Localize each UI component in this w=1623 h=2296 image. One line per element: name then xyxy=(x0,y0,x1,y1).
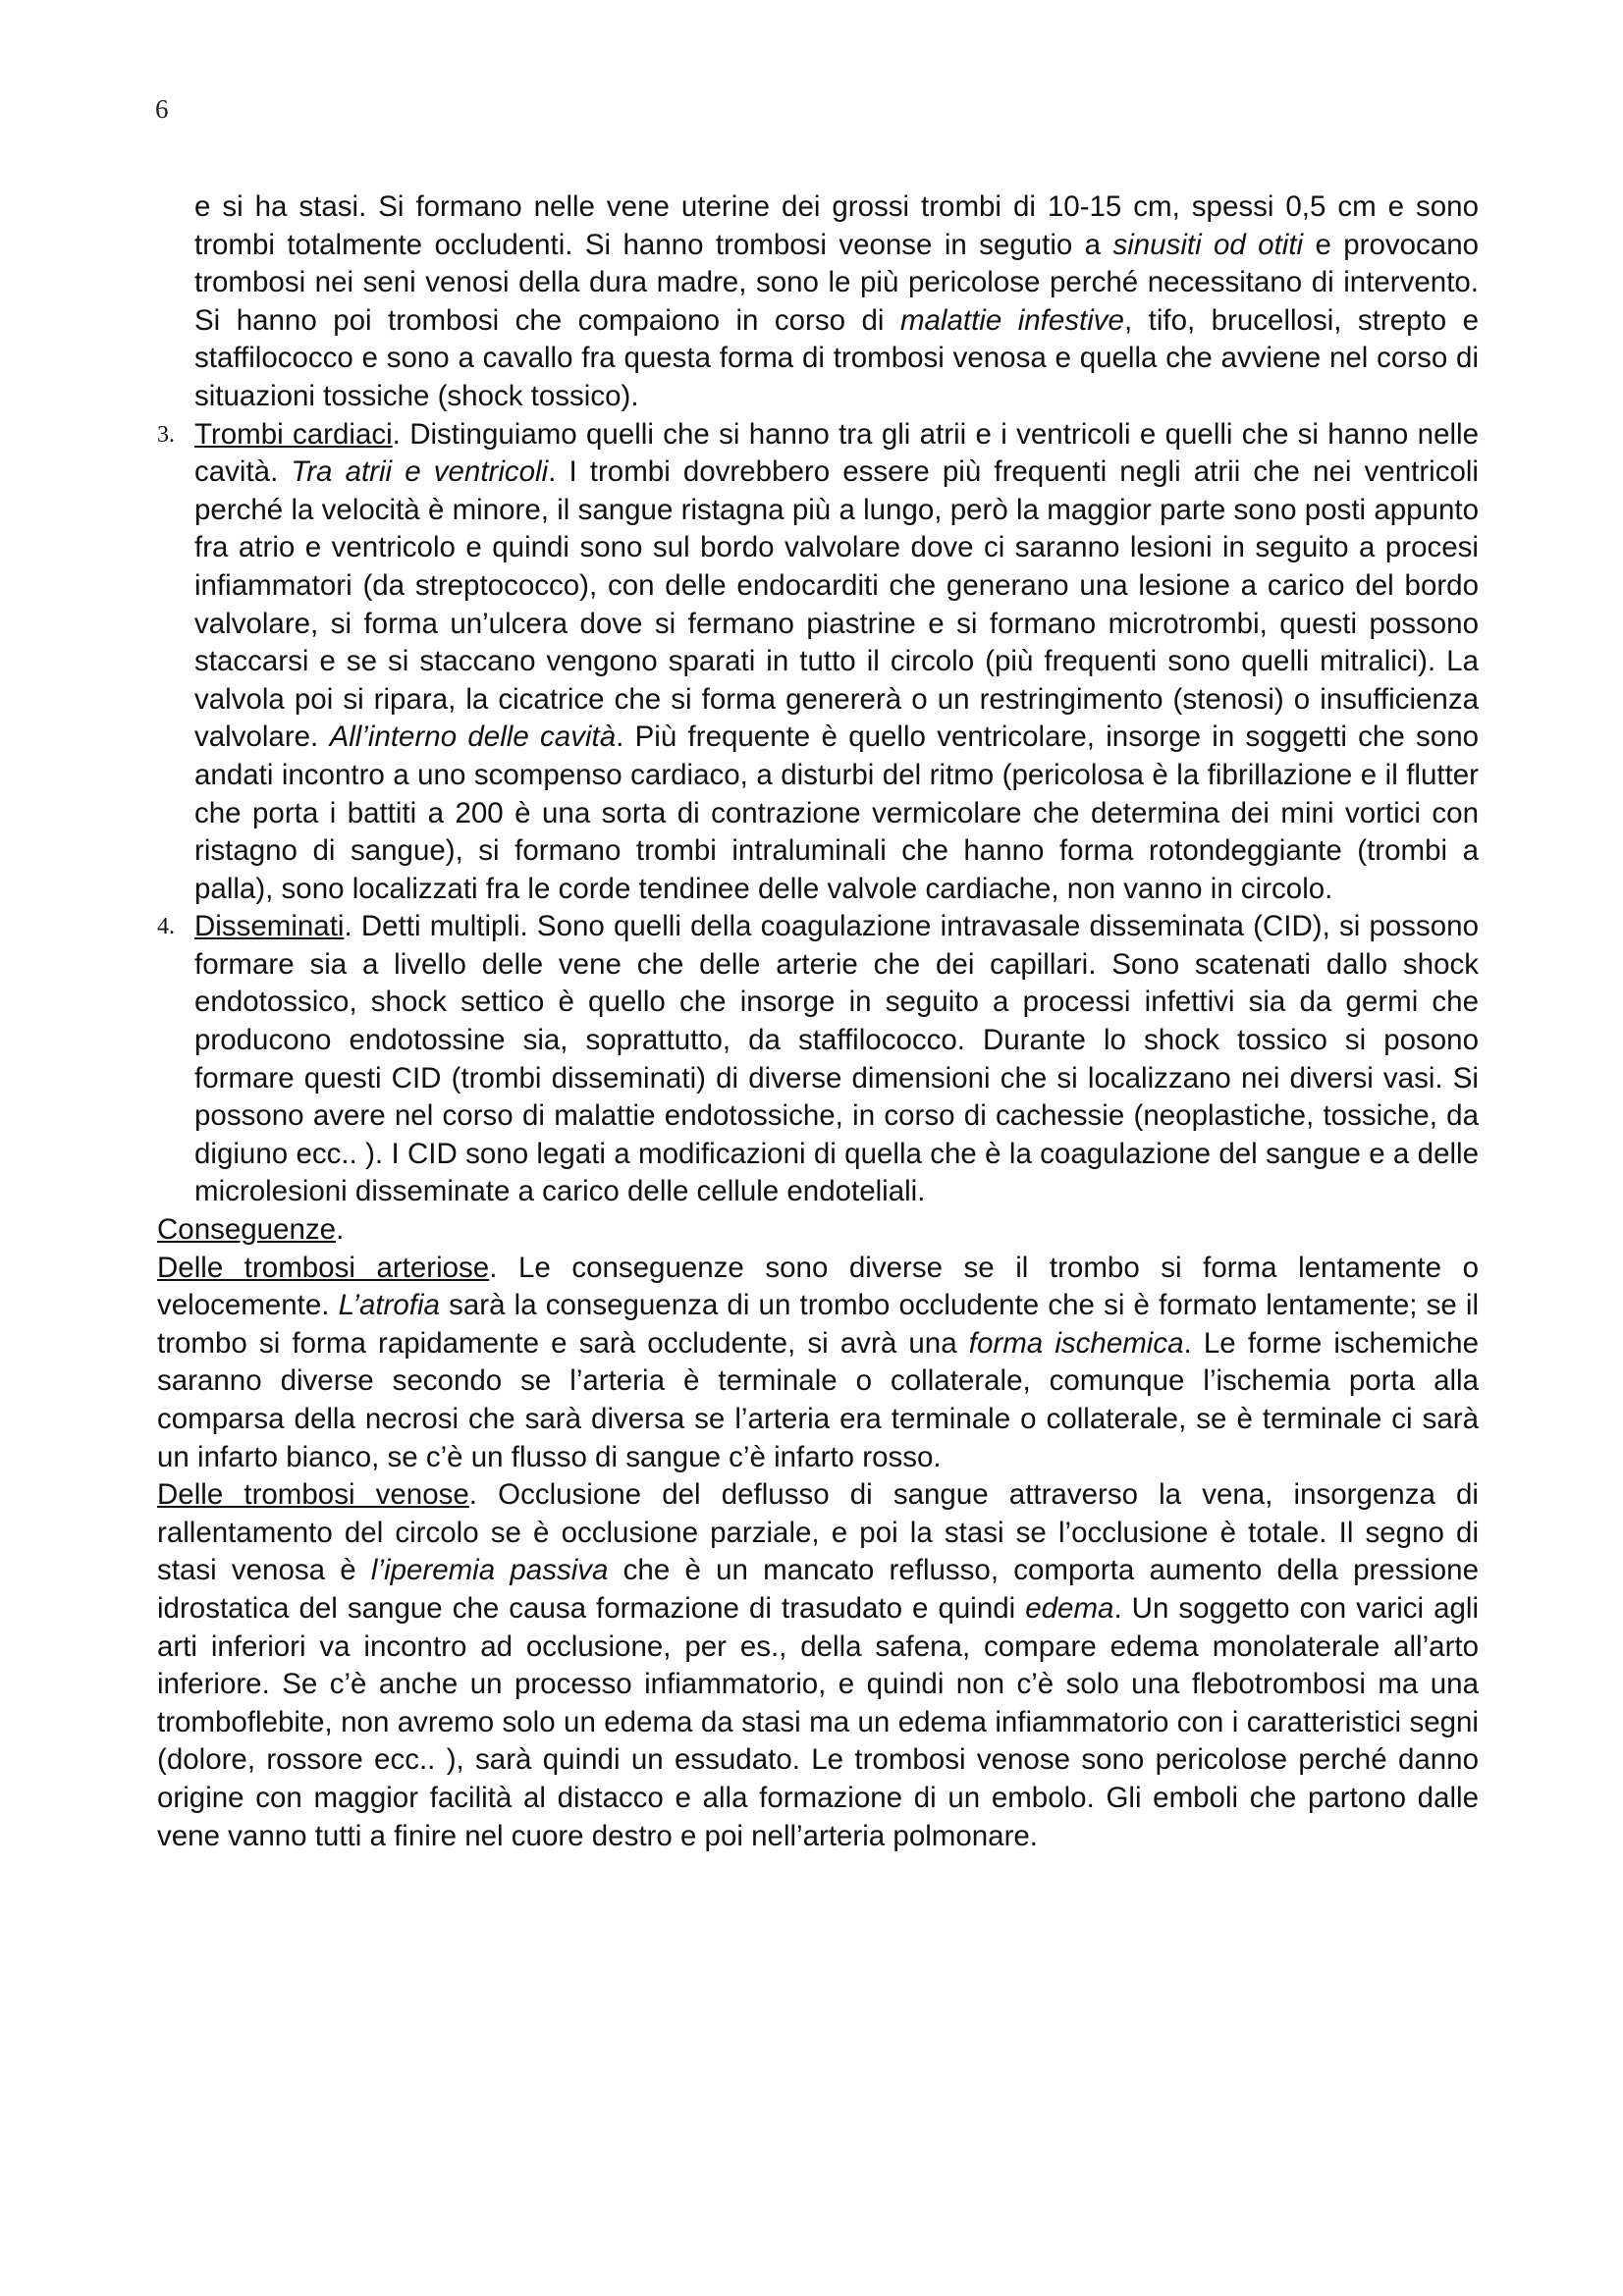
list-item-disseminati xyxy=(157,908,1479,1211)
italic-term: forma ischemica xyxy=(968,1326,1184,1360)
italic-term: malattie infestive xyxy=(899,303,1124,337)
italic-term: Tra atrii e ventricoli xyxy=(291,455,549,489)
paragraph-trombosi-arteriose xyxy=(157,1250,1479,1477)
text: . Le forme ischemiche saranno diverse secondo se l’arteria è terminale o collaterale, comunque l’ischemia porta alla comparsa della necrosi che sarà diversa se l’arteria era terminale o collaterale, se è terminale ci sarà un infarto bianco, se c’è un flusso di sangue c’è infarto rosso. xyxy=(157,1326,1479,1473)
text: . I trombi dovrebbero essere più frequenti negli atrii che nei ventricoli perché la velocità è minore, il sangue ristagna più a lungo, però la maggior parte sono posti appunto fra atrio e ventricolo e quindi sono sul bordo valvolare dove ci saranno lesioni in seguito a procesi infiammatori (da streptococco), con delle endocarditi che generano una lesione a carico del bordo valvolare, si forma un’ulcera dove si fermano piastrine e si formano microtrombi, questi possono staccarsi e se si staccano vengono sparati in tutto il circolo (più frequenti sono quelli mitralici). La valvola poi si ripara, la cicatrice che si forma genererà o un restringimento (stenosi) o insufficienza valvolare. xyxy=(194,455,1479,754)
heading-text: Conseguenze xyxy=(157,1213,337,1247)
paragraph-title: Delle trombosi venose xyxy=(157,1478,469,1512)
heading-punct: . xyxy=(336,1213,345,1247)
text: sarà la conseguenza di un trombo occludente che si è formato lentamente; se il trombo si forma rapidamente e sarà occludente, si avrà una xyxy=(157,1289,1479,1360)
text: e si ha stasi. Si formano nelle vene uterine dei grossi trombi di 10-15 cm, spessi 0,5 cm e sono trombi totalmente occludenti. Si hanno trombosi veonse in segutio a xyxy=(194,190,1479,261)
text: . Le conseguenze sono diverse se il trombo si forma lentamente o velocemente. xyxy=(157,1251,1479,1322)
page-number: 6 xyxy=(155,94,169,124)
list-item-trombi-cardiaci xyxy=(157,416,1479,909)
text: . Occlusione del deflusso di sangue attraverso la vena, insorgenza di rallentamento del circolo se è occlusione parziale, e poi la stasi se l’occlusione è totale. Il segno di stasi venosa è xyxy=(157,1478,1479,1587)
list-number: 3. xyxy=(157,421,175,448)
italic-term: sinusiti od otiti xyxy=(1112,228,1304,261)
text: . Più frequente è quello ventricolare, insorge in soggetti che sono andati incontro a uno scompenso cardiaco, a disturbi del ritmo (pericolosa è la fibrillazione e il flutter che porta i battiti a 200 è una sorta di contrazione vermicolare che determina dei mini vortici con ristagno di sangue), si formano trombi intraluminali che hanno forma rotondeggiante (trombi a palla), sono localizzati fra le corde tendinee delle valvole cardiache, non vanno in circolo. xyxy=(194,721,1480,905)
item-title: Disseminati xyxy=(194,910,345,943)
italic-term: L’atrofia xyxy=(338,1289,440,1322)
italic-term: l’iperemia passiva xyxy=(370,1554,609,1587)
text: che è un mancato reflusso, comporta aumento della pressione idrostatica del sangue che causa formazione di trasudato e quindi xyxy=(157,1554,1479,1625)
text: . Detti multipli. Sono quelli della coagulazione intravasale disseminata (CID), si possono formare sia a livello delle vene che delle arterie che dei capillari. Sono scatenati dallo shock endotossico, shock settico è quello che insorge in seguito a processi infettivi sia da germi che producono endotossine sia, soprattutto, da staffilococco. Durante lo shock tossico si posono formare questi CID (trombi disseminati) di diverse dimensioni che si localizzano nei diversi vasi. Si possono avere nel corso di malattie endotossiche, in corso di cachessie (neoplastiche, tossiche, da digiuno ecc.. ). I CID sono legati a modificazioni di quella che è la coagulazione del sangue e a delle microlesioni disseminate a carico delle cellule endoteliali. xyxy=(194,910,1479,1208)
text: . Distinguiamo quelli che si hanno tra gli atrii e i ventricoli e quelli che si hanno nelle cavità. xyxy=(194,417,1479,489)
italic-term: All’interno delle cavità xyxy=(329,721,617,754)
document-body xyxy=(157,188,1479,1855)
continuation-paragraph xyxy=(157,188,1479,416)
paragraph-trombosi-venose xyxy=(157,1476,1479,1855)
paragraph-title: Delle trombosi arteriose xyxy=(157,1251,490,1284)
italic-term: edema xyxy=(1025,1591,1114,1625)
list-number: 4. xyxy=(157,914,175,940)
text: . Un soggetto con varici agli arti inferiori va incontro ad occlusione, per es., della safena, compare edema monolaterale all’arto inferiore. Se c’è anche un processo infiammatorio, e quindi non c’è solo una flebotrombosi ma una tromboflebite, non avremo solo un edema da stasi ma un edema infiammatorio con i caratteristici segni (dolore, rossore ecc.. ), sarà quindi un essudato. Le trombosi venose sono pericolose perché danno origine con maggior facilità al distacco e alla formazione di un embolo. Gli emboli che partono dalle vene vanno tutti a finire nel cuore destro e poi nell’arteria polmonare. xyxy=(157,1591,1479,1852)
text: , tifo, brucellosi, strepto e staffilococco e sono a cavallo fra questa forma di trombosi venosa e quella che avviene nel corso di situazioni tossiche (shock tossico). xyxy=(194,303,1479,412)
item-title: Trombi cardiaci xyxy=(194,417,393,451)
section-heading-conseguenze xyxy=(157,1211,1479,1250)
text: e provocano trombosi nei seni venosi della dura madre, sono le più pericolose perché necessitano di intervento. Si hanno poi trombosi che compaiono in corso di xyxy=(194,228,1480,337)
